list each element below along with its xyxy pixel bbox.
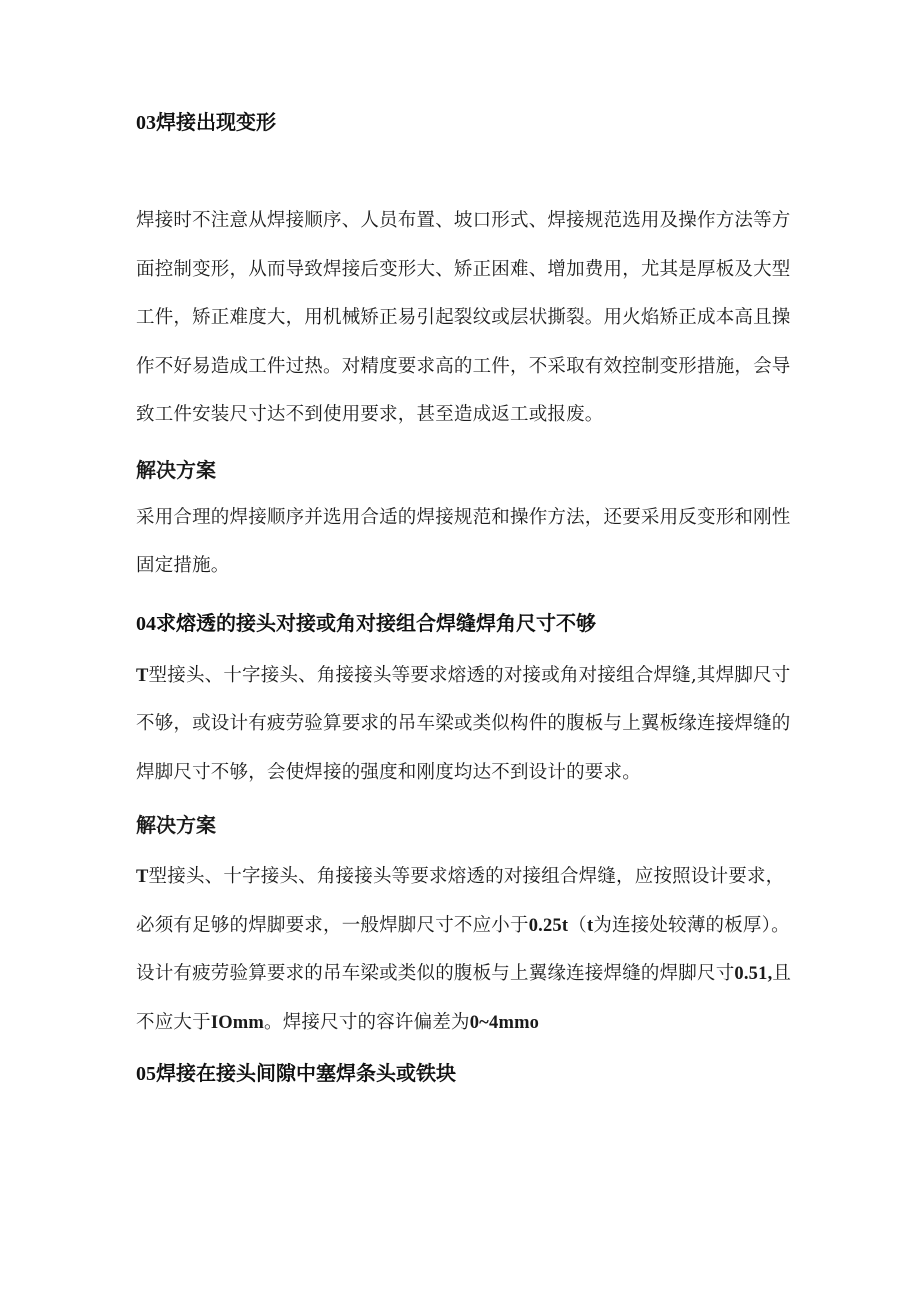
section-04-heading <box>136 605 796 642</box>
weld-size-description <box>136 652 796 798</box>
t-joint-letter: T <box>136 867 149 887</box>
weld-size-value: 0.51, <box>734 964 773 984</box>
section-05-heading <box>136 1055 796 1092</box>
deformation-description: 焊接时不注意从焊接顺序、人员布置、坡口形式、焊接规范选用及操作方法等方面控制变形，从而导致焊接后变形大、矫正困难、增加费用，尤其是厚板及大型工件，矫正难度大，用机械矫正易引起裂纹或层状撕裂。用火焰矫正成本高且操作不好易造成工件过热。对精度要求高的工件，不采取有效控制变形措施，会导致工件安装尺寸达不到使用要求，甚至造成返工或报废。 <box>136 210 791 425</box>
section-number: 04 <box>136 612 156 635</box>
thickness-symbol: t <box>586 915 594 936</box>
document-page <box>136 104 796 1092</box>
paragraph-text: 型接头、十字接头、角接接头等要求熔透的对接或角对接组合焊缝,其焊脚尺寸不够，或设计有疲劳验算要求的吊车梁或类似构件的腹板与上翼板缘连接焊缝的焊脚尺寸不够，会使焊接的强度和刚度均达不到设计的要求。 <box>136 664 791 783</box>
t-joint-letter: T <box>136 665 149 686</box>
paragraph-text: 为连接处较薄的板厚）。设计有疲劳验算要求的吊车梁或类似的腹板与上翼缘连接焊缝的焊脚尺寸 <box>136 914 790 984</box>
min-weld-value: 0.25t <box>528 915 569 936</box>
tolerance-value: 0~4mmo <box>469 1012 540 1033</box>
max-weld-value: IOmm <box>210 1012 265 1033</box>
deformation-solution: 采用合理的焊接顺序并选用合适的焊接规范和操作方法，还要采用反变形和刚性固定措施。 <box>136 506 791 576</box>
paragraph-text: 。焊接尺寸的容许偏差为 <box>264 1011 470 1033</box>
section-03-heading <box>136 104 796 141</box>
section-title: 求熔透的接头对接或角对接组合焊缝焊角尺寸不够 <box>156 610 596 635</box>
section-number: 05 <box>136 1063 156 1085</box>
section-title: 焊接在接头间隙中塞焊条头或铁块 <box>156 1061 456 1085</box>
solution-heading-1: 解决方案 <box>136 457 216 482</box>
paragraph-text: 且不应大于 <box>136 963 792 1033</box>
paragraph-text: （ <box>568 914 587 936</box>
paragraph-text: 型接头、十字接头、角接接头等要求熔透的对接组合焊缝，应按照设计要求，必须有足够的焊脚要求，一般焊脚尺寸不应小于 <box>136 866 785 936</box>
section-title: 焊接出现变形 <box>156 110 276 134</box>
section-number: 03 <box>136 112 156 134</box>
solution-heading-2: 解决方案 <box>136 813 216 837</box>
weld-size-solution <box>136 853 796 1047</box>
